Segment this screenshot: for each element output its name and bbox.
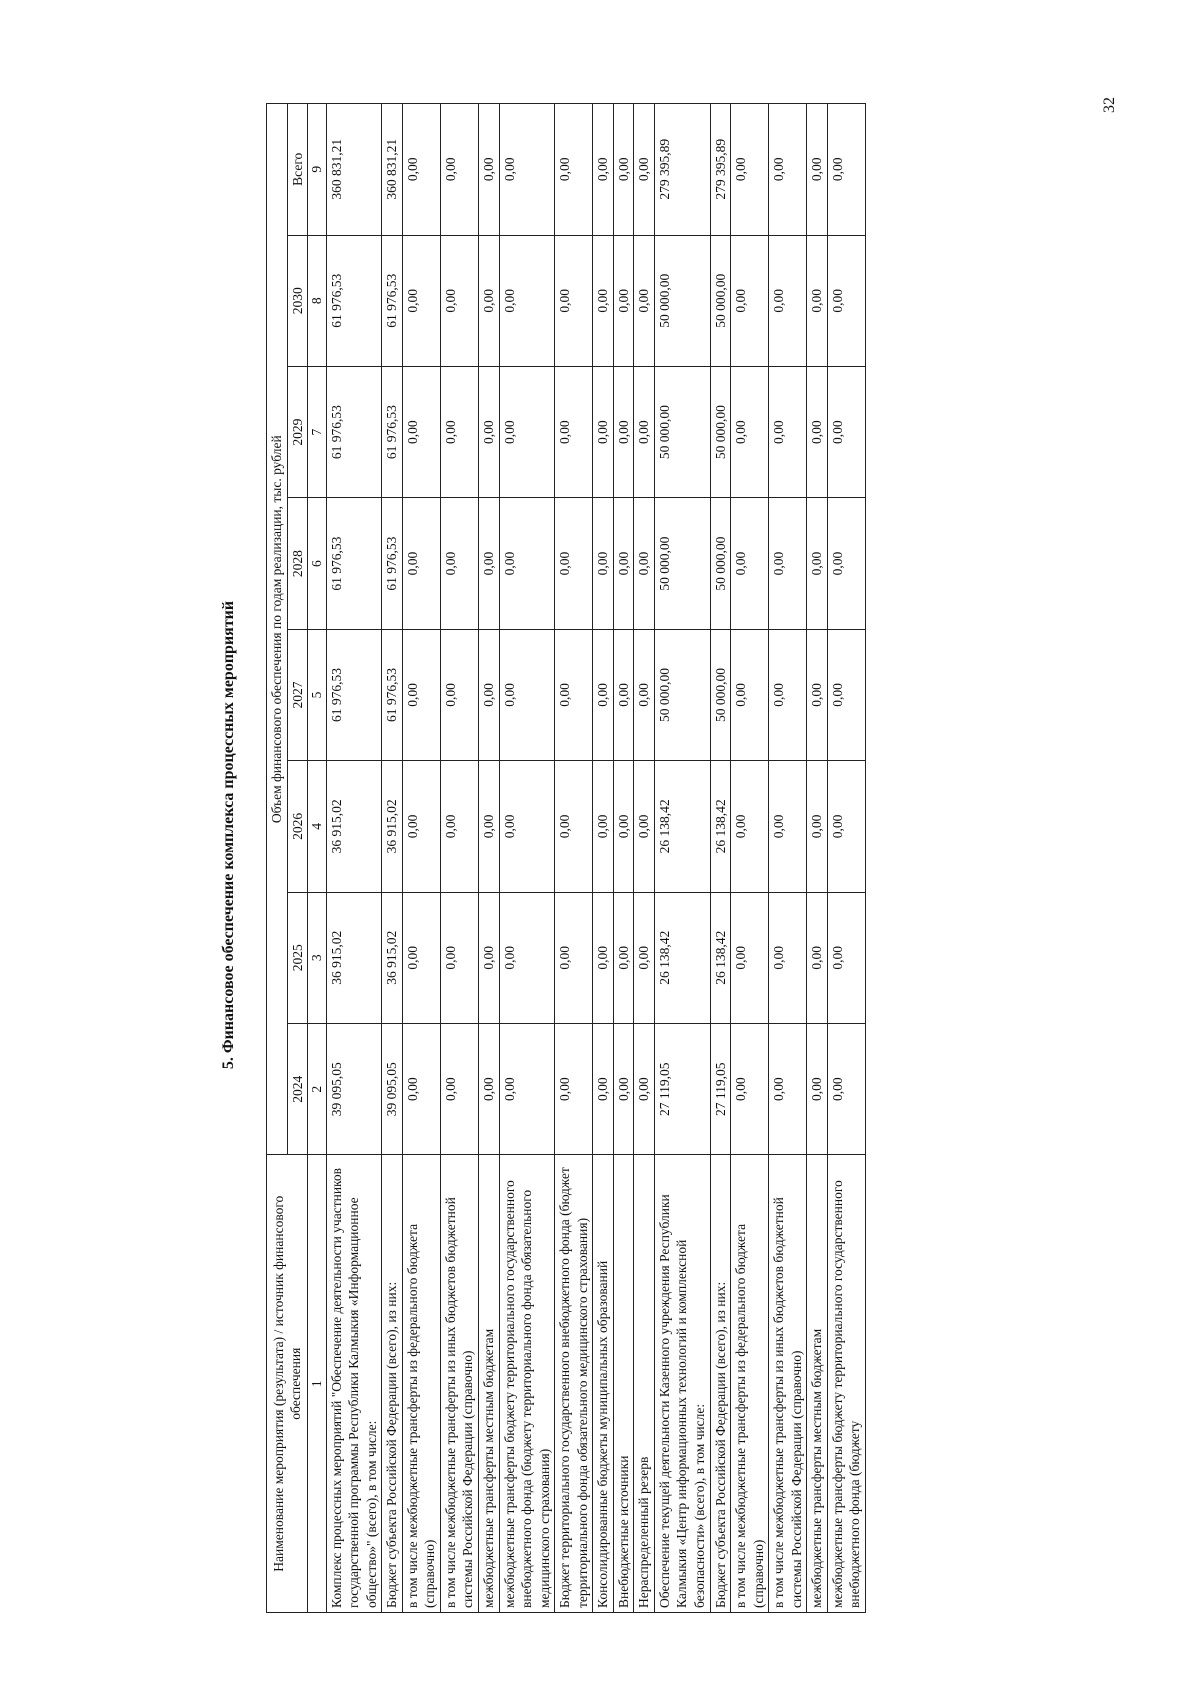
column-number: 8: [308, 235, 327, 366]
row-label: межбюджетные трансферты местным бюджетам: [807, 1155, 828, 1613]
row-year-value: 0,00: [593, 629, 614, 760]
row-year-value: 0,00: [555, 366, 593, 497]
table-row: [499, 104, 555, 1613]
row-year-value: 0,00: [555, 1023, 593, 1154]
table-row: [710, 104, 731, 1613]
header-year: 2029: [287, 366, 308, 497]
row-year-value: 0,00: [593, 366, 614, 497]
row-year-value: 61 976,53: [382, 498, 403, 629]
row-year-value: 39 095,05: [326, 1023, 382, 1154]
row-year-value: 50 000,00: [654, 629, 710, 760]
row-year-value: 36 915,02: [382, 761, 403, 892]
row-year-value: 0,00: [731, 629, 769, 760]
table-body: [326, 104, 865, 1613]
rotated-table-container: [266, 103, 1066, 1613]
row-year-value: 0,00: [807, 498, 828, 629]
row-total-value: 0,00: [402, 104, 440, 236]
row-total-value: 360 831,21: [326, 104, 382, 236]
row-year-value: 0,00: [769, 629, 807, 760]
row-year-value: 0,00: [634, 235, 655, 366]
row-total-value: 279 395,89: [654, 104, 710, 236]
table-row: [634, 104, 655, 1613]
row-year-value: 0,00: [613, 761, 634, 892]
row-year-value: 50 000,00: [710, 366, 731, 497]
row-label: Внебюджетные источники: [613, 1155, 634, 1613]
row-year-value: 0,00: [827, 761, 865, 892]
row-year-value: 0,00: [634, 892, 655, 1023]
header-year: 2030: [287, 235, 308, 366]
column-number: 2: [308, 1023, 327, 1154]
row-year-value: 0,00: [827, 498, 865, 629]
row-year-value: 26 138,42: [654, 761, 710, 892]
row-year-value: 0,00: [827, 366, 865, 497]
row-year-value: 0,00: [769, 1023, 807, 1154]
row-year-value: 26 138,42: [654, 892, 710, 1023]
row-year-value: 0,00: [731, 498, 769, 629]
row-year-value: 50 000,00: [654, 498, 710, 629]
row-label: межбюджетные трансферты бюджету территориального государственного внебюджетного фонда (бюджету территориального фонда обязательного медицинского страхования): [499, 1155, 555, 1613]
row-year-value: 0,00: [440, 498, 478, 629]
table-row: [555, 104, 593, 1613]
row-year-value: 0,00: [731, 366, 769, 497]
row-year-value: 0,00: [613, 366, 634, 497]
row-year-value: 0,00: [440, 892, 478, 1023]
row-total-value: 0,00: [593, 104, 614, 236]
row-year-value: 0,00: [555, 892, 593, 1023]
header-year: 2025: [287, 892, 308, 1023]
row-year-value: 0,00: [555, 761, 593, 892]
table-row: [479, 104, 500, 1613]
column-number: 5: [308, 629, 327, 760]
row-year-value: 0,00: [593, 892, 614, 1023]
column-number: 9: [308, 104, 327, 236]
row-year-value: 0,00: [479, 498, 500, 629]
column-number: 3: [308, 892, 327, 1023]
header-year: 2027: [287, 629, 308, 760]
row-year-value: 0,00: [634, 629, 655, 760]
row-year-value: 0,00: [499, 761, 555, 892]
financing-table: [266, 103, 866, 1613]
row-year-value: 0,00: [479, 1023, 500, 1154]
row-year-value: 0,00: [499, 366, 555, 497]
row-year-value: 0,00: [402, 235, 440, 366]
row-year-value: 50 000,00: [654, 235, 710, 366]
table-row: [827, 104, 865, 1613]
row-total-value: 0,00: [499, 104, 555, 236]
row-total-value: 0,00: [634, 104, 655, 236]
row-total-value: 0,00: [440, 104, 478, 236]
row-year-value: 0,00: [807, 761, 828, 892]
row-year-value: 0,00: [769, 892, 807, 1023]
row-year-value: 0,00: [479, 629, 500, 760]
row-year-value: 0,00: [827, 1023, 865, 1154]
row-total-value: 0,00: [555, 104, 593, 236]
row-label: Обеспечение текущей деятельности Казенного учреждения Республики Калмыкия «Центр информационных технологий и комплексной безопасности» (всего), в том числе:: [654, 1155, 710, 1613]
row-year-value: 0,00: [807, 892, 828, 1023]
row-year-value: 0,00: [499, 235, 555, 366]
table-row: [326, 104, 382, 1613]
row-year-value: 61 976,53: [326, 366, 382, 497]
row-year-value: 0,00: [731, 235, 769, 366]
row-year-value: 0,00: [807, 235, 828, 366]
row-label: Консолидированные бюджеты муниципальных образований: [593, 1155, 614, 1613]
row-year-value: 0,00: [593, 235, 614, 366]
row-year-value: 0,00: [731, 761, 769, 892]
row-label: межбюджетные трансферты бюджету территориального государственного внебюджетного фонда (бюджету: [827, 1155, 865, 1613]
row-year-value: 0,00: [593, 761, 614, 892]
row-year-value: 0,00: [402, 366, 440, 497]
row-year-value: 27 119,05: [654, 1023, 710, 1154]
row-year-value: 0,00: [440, 629, 478, 760]
header-name-source: Наименование мероприятия (результата) / источник финансового обеспечения: [267, 1155, 308, 1613]
row-year-value: 0,00: [807, 1023, 828, 1154]
row-year-value: 0,00: [807, 366, 828, 497]
row-year-value: 61 976,53: [382, 235, 403, 366]
row-total-value: 0,00: [827, 104, 865, 236]
table-row: [769, 104, 807, 1613]
table-row: [731, 104, 769, 1613]
row-year-value: 61 976,53: [326, 498, 382, 629]
page-title: 5. Финансовое обеспечение комплекса процессных мероприятий: [220, 600, 237, 1070]
row-year-value: 0,00: [634, 1023, 655, 1154]
row-label: Бюджет субъекта Российской Федерации (всего), из них:: [710, 1155, 731, 1613]
row-total-value: 0,00: [807, 104, 828, 236]
row-year-value: 0,00: [769, 761, 807, 892]
row-total-value: 0,00: [769, 104, 807, 236]
row-year-value: 0,00: [613, 498, 634, 629]
row-year-value: 0,00: [634, 366, 655, 497]
row-label: межбюджетные трансферты местным бюджетам: [479, 1155, 500, 1613]
row-year-value: 50 000,00: [710, 235, 731, 366]
row-year-value: 0,00: [479, 366, 500, 497]
row-year-value: 0,00: [613, 235, 634, 366]
row-year-value: 26 138,42: [710, 892, 731, 1023]
header-year: 2028: [287, 498, 308, 629]
row-year-value: 0,00: [613, 629, 634, 760]
row-year-value: 0,00: [634, 498, 655, 629]
row-total-value: 0,00: [613, 104, 634, 236]
row-year-value: 0,00: [769, 498, 807, 629]
row-year-value: 0,00: [769, 366, 807, 497]
row-year-value: 26 138,42: [710, 761, 731, 892]
row-year-value: 61 976,53: [326, 235, 382, 366]
row-year-value: 61 976,53: [326, 629, 382, 760]
column-number: 1: [308, 1155, 327, 1613]
row-year-value: 50 000,00: [654, 366, 710, 497]
row-total-value: 0,00: [479, 104, 500, 236]
row-year-value: 0,00: [769, 235, 807, 366]
row-year-value: 50 000,00: [710, 629, 731, 760]
row-year-value: 0,00: [731, 892, 769, 1023]
row-year-value: 39 095,05: [382, 1023, 403, 1154]
row-year-value: 0,00: [499, 498, 555, 629]
row-total-value: 0,00: [731, 104, 769, 236]
row-year-value: 0,00: [827, 629, 865, 760]
column-number: 4: [308, 761, 327, 892]
row-year-value: 0,00: [479, 235, 500, 366]
row-label: Бюджет территориального государственного внебюджетного фонда (бюджет территориального фонда обязательного медицинского страхования): [555, 1155, 593, 1613]
row-year-value: 0,00: [402, 761, 440, 892]
table-row: [654, 104, 710, 1613]
table-row: [440, 104, 478, 1613]
row-year-value: 36 915,02: [326, 892, 382, 1023]
row-year-value: 0,00: [499, 892, 555, 1023]
row-year-value: 61 976,53: [382, 629, 403, 760]
row-label: в том числе межбюджетные трансферты из федерального бюджета (справочно): [731, 1155, 769, 1613]
row-year-value: 0,00: [807, 629, 828, 760]
row-year-value: 0,00: [593, 1023, 614, 1154]
row-year-value: 0,00: [440, 761, 478, 892]
row-year-value: 0,00: [827, 235, 865, 366]
row-year-value: 0,00: [402, 498, 440, 629]
row-year-value: 0,00: [593, 498, 614, 629]
column-number: 7: [308, 366, 327, 497]
row-label: в том числе межбюджетные трансферты из иных бюджетов бюджетной системы Российской Федерации (справочно): [440, 1155, 478, 1613]
header-year: 2024: [287, 1023, 308, 1154]
row-year-value: 50 000,00: [710, 498, 731, 629]
row-year-value: 0,00: [555, 498, 593, 629]
row-label: Нераспределенный резерв: [634, 1155, 655, 1613]
header-volume-group: Объем финансового обеспечения по годам реализации, тыс. рублей: [267, 104, 288, 1155]
row-year-value: 0,00: [499, 629, 555, 760]
row-year-value: 0,00: [440, 1023, 478, 1154]
row-year-value: 36 915,02: [382, 892, 403, 1023]
row-year-value: 0,00: [402, 1023, 440, 1154]
row-total-value: 279 395,89: [710, 104, 731, 236]
row-year-value: 0,00: [613, 1023, 634, 1154]
page-number: 32: [1101, 97, 1118, 113]
row-year-value: 0,00: [555, 629, 593, 760]
row-year-value: 0,00: [479, 761, 500, 892]
row-year-value: 0,00: [634, 761, 655, 892]
row-year-value: 0,00: [555, 235, 593, 366]
row-label: в том числе межбюджетные трансферты из федерального бюджета (справочно): [402, 1155, 440, 1613]
row-year-value: 36 915,02: [326, 761, 382, 892]
row-year-value: 0,00: [499, 1023, 555, 1154]
table-row: [593, 104, 614, 1613]
row-year-value: 0,00: [613, 892, 634, 1023]
column-number: 6: [308, 498, 327, 629]
row-year-value: 61 976,53: [382, 366, 403, 497]
row-year-value: 0,00: [440, 235, 478, 366]
row-year-value: 0,00: [731, 1023, 769, 1154]
header-total: Всего: [287, 104, 308, 236]
row-year-value: 0,00: [402, 629, 440, 760]
table-row: [402, 104, 440, 1613]
row-label: Комплекс процессных мероприятий "Обеспечение деятельности участников государственной программы Республики Калмыкия «Информационное общество»" (всего), в том числе:: [326, 1155, 382, 1613]
row-year-value: 0,00: [440, 366, 478, 497]
row-total-value: 360 831,21: [382, 104, 403, 236]
table-row: [613, 104, 634, 1613]
row-year-value: 0,00: [402, 892, 440, 1023]
row-year-value: 27 119,05: [710, 1023, 731, 1154]
row-year-value: 0,00: [827, 892, 865, 1023]
row-label: Бюджет субъекта Российской Федерации (всего), из них:: [382, 1155, 403, 1613]
table-row: [807, 104, 828, 1613]
row-year-value: 0,00: [479, 892, 500, 1023]
header-year: 2026: [287, 761, 308, 892]
row-label: в том числе межбюджетные трансферты из иных бюджетов бюджетной системы Российской Федерации (справочно): [769, 1155, 807, 1613]
table-row: [382, 104, 403, 1613]
